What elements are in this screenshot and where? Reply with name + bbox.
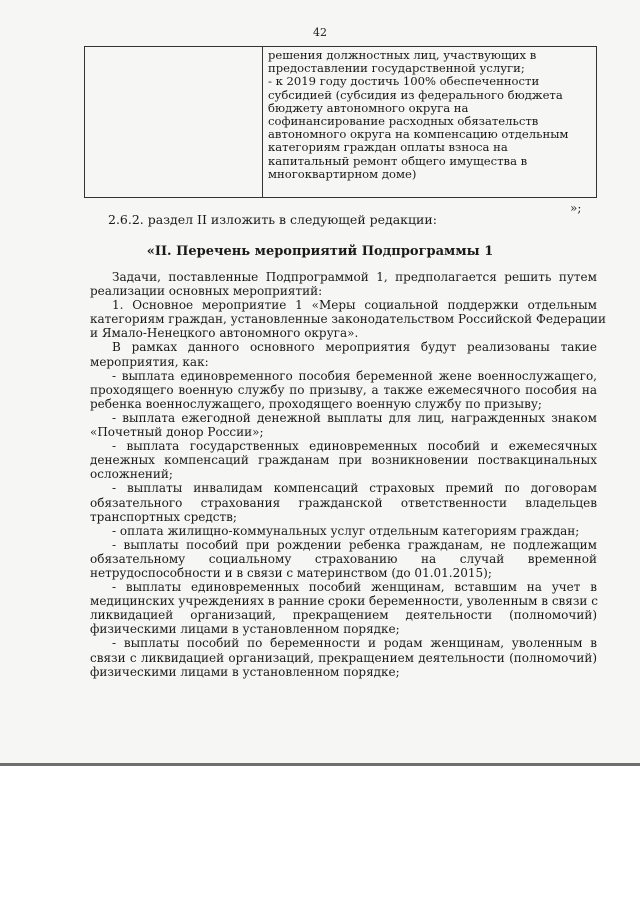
paragraph [90, 340, 597, 368]
paragraph-line: нетрудоспособности и в связи с материнством (до 01.01.2015); [90, 565, 492, 580]
paragraph-line: физическими лицами в установленном порядке; [90, 664, 400, 679]
paragraph-line: категориям граждан, установленные законодательством Российской Федерации [90, 312, 607, 327]
paragraph-line: - выплата ежегодной денежной выплаты для лиц, награжденных знаком [112, 410, 597, 425]
paragraph [90, 636, 597, 678]
table-cell-line: субсидией (субсидия из федерального бюджета [268, 87, 563, 102]
paragraph-line: «Почетный донор России»; [90, 425, 264, 440]
paragraph-line: связи с ликвидацией организаций, прекращением деятельности (полномочий) [90, 650, 597, 665]
paragraph [90, 298, 607, 341]
section-heading: «II. Перечень мероприятий Подпрограммы 1 [146, 244, 494, 259]
paragraph-line: ребенка военнослужащего, проходящего военную службу по призыву; [90, 396, 542, 411]
paragraph-line: мероприятия, как: [90, 354, 209, 369]
paragraph-line: обязательного страхования гражданской ответственности владельцев [90, 495, 597, 510]
paragraph-line: медицинских учреждениях в ранние сроки беременности, уволенным в связи с [90, 594, 598, 609]
table-cell-line: категориям граждан оплаты взноса на [268, 140, 508, 155]
paragraph-line: физическими лицами в установленном порядке; [90, 622, 400, 637]
table-cell-empty [85, 47, 263, 197]
table-cell-line: бюджету автономного округа на [268, 100, 469, 115]
paragraph-line: осложнений; [90, 467, 173, 482]
paragraph-line: В рамках данного основного мероприятия будут реализованы такие [112, 340, 597, 355]
paragraph-line: Задачи, поставленные Подпрограммой 1, предполагается решить путем [112, 270, 597, 284]
table-cell-line: капитальный ремонт общего имущества в [268, 153, 528, 168]
paragraph-line: 1. Основное мероприятие 1 «Меры социальной поддержки отдельным [112, 298, 597, 313]
amendment-intro: 2.6.2. раздел II изложить в следующей редакции: [108, 212, 437, 227]
paragraph [90, 481, 597, 523]
table-cell-line: - к 2019 году достичь 100% обеспеченности [268, 74, 540, 89]
paragraph-line: - выплаты пособий при рождении ребенка гражданам, не подлежащим [112, 537, 597, 552]
paragraph-line: проходящего военную службу по призыву, а также ежемесячного пособия на [90, 382, 597, 397]
paragraph [90, 270, 597, 298]
paragraph-line: - выплаты единовременных пособий женщинам, вставшим на учет в [112, 580, 597, 595]
paragraph [90, 580, 597, 636]
closing-quote: »; [570, 201, 582, 215]
paragraph-line: - выплаты пособий по беременности и родам женщинам, уволенным в [112, 636, 597, 651]
paragraph-line: денежных компенсаций гражданам при возникновении поствакцинальных [90, 453, 597, 468]
paragraph-line: ликвидацией организаций, прекращением деятельности (полномочий) [90, 608, 597, 623]
table-row [84, 46, 597, 198]
page-number: 42 [313, 26, 327, 39]
table-cell-text [263, 47, 596, 197]
table-cell-line: автономного округа на компенсацию отдельным [268, 127, 569, 142]
table-cell-line: предоставлении государственной услуги; [268, 61, 525, 76]
paragraph-line: и Ямало-Ненецкого автономного округа». [90, 326, 359, 341]
table-cell-line: решения должностных лиц, участвующих в [268, 48, 537, 62]
table-cell-line: софинансирование расходных обязательств [268, 114, 539, 129]
paragraph [90, 524, 597, 538]
paragraph-line: реализации основных мероприятий: [90, 284, 323, 299]
paragraph-line: транспортных средств; [90, 509, 237, 524]
paragraph-line: - выплата государственных единовременных пособий и ежемесячных [112, 439, 597, 454]
section-body [90, 270, 607, 679]
paragraph [90, 439, 597, 481]
table-cell-line: многоквартирном доме) [268, 166, 417, 181]
paragraph-line: - выплата единовременного пособия беременной жене военнослужащего, [112, 368, 597, 383]
paragraph-line: - выплаты инвалидам компенсаций страховых премий по договорам [112, 481, 597, 496]
paragraph [90, 369, 597, 411]
paragraph [90, 538, 597, 580]
paragraph-line: - оплата жилищно-коммунальных услуг отдельным категориям граждан; [112, 523, 580, 538]
paragraph [90, 411, 597, 439]
paragraph-line: обязательному социальному страхованию на случай временной [90, 551, 597, 566]
